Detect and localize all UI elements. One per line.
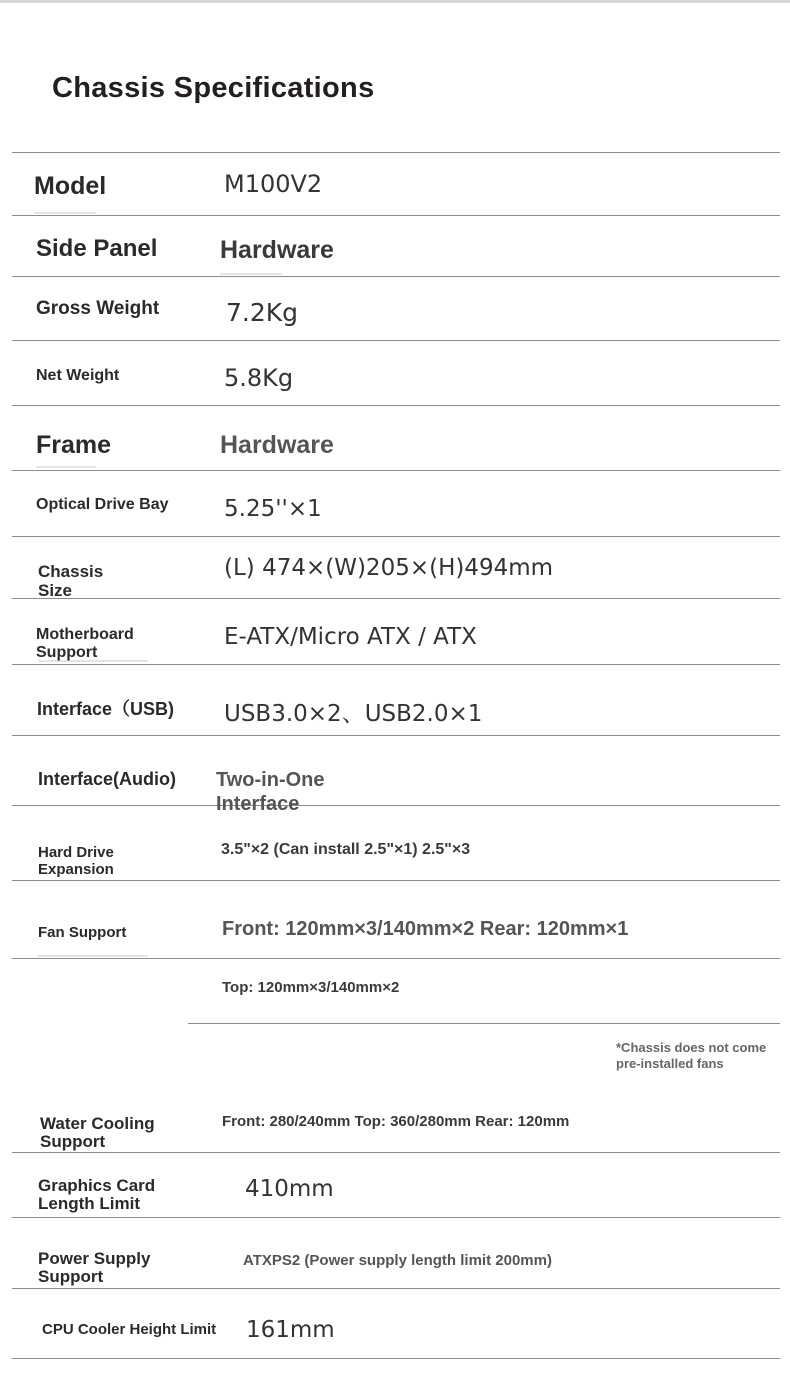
spec-label-hard-drive-expansion: Hard Drive Expansion <box>38 844 114 878</box>
spec-label-chassis-size: Chassis Size <box>38 562 104 600</box>
page-title: Chassis Specifications <box>52 72 375 104</box>
spec-label-gross-weight: Gross Weight <box>36 298 160 319</box>
spec-label-water-cooling-support: Water Cooling Support <box>40 1114 155 1151</box>
spec-value-net-weight: 5.8Kg <box>224 364 294 392</box>
divider <box>12 215 780 216</box>
spec-label-graphics-card-length-limit: Graphics Card Length Limit <box>38 1176 156 1213</box>
spec-value-fan-support-top: Top: 120mm×3/140mm×2 <box>222 979 400 996</box>
divider <box>12 470 780 471</box>
divider <box>12 735 780 736</box>
spec-label-motherboard-support: Motherboard Support <box>36 626 134 661</box>
spec-value-graphics-card-length-limit: 410mm <box>245 1176 334 1202</box>
spec-value-interface-audio: Two-in-One Interface <box>216 769 325 815</box>
spec-label-interface-usb: Interface（USB) <box>37 699 175 719</box>
divider <box>12 1358 780 1359</box>
spec-label-net-weight: Net Weight <box>36 367 120 384</box>
top-border <box>0 0 790 3</box>
divider <box>12 880 780 881</box>
divider <box>12 405 780 406</box>
spec-value-motherboard-support: E-ATX/Micro ATX / ATX <box>224 624 477 650</box>
divider <box>12 805 780 806</box>
divider <box>12 1217 780 1218</box>
divider <box>12 276 780 277</box>
spec-value-side-panel: Hardware <box>220 236 334 264</box>
divider <box>12 1288 780 1289</box>
spec-label-side-panel: Side Panel <box>36 235 158 262</box>
spec-value-model: M100V2 <box>224 170 323 198</box>
divider <box>188 1023 780 1024</box>
divider <box>12 958 780 959</box>
spec-value-gross-weight: 7.2Kg <box>226 298 299 327</box>
fan-note: *Chassis does not come pre-installed fans <box>616 1040 767 1071</box>
spec-label-power-supply-support: Power Supply Support <box>38 1249 151 1286</box>
spec-label-optical-drive-bay: Optical Drive Bay <box>36 496 169 513</box>
spec-value-optical-drive-bay: 5.25''×1 <box>224 496 322 522</box>
spec-value-hard-drive-expansion: 3.5"×2 (Can install 2.5"×1) 2.5"×3 <box>221 841 471 858</box>
spec-value-power-supply-support: ATXPS2 (Power supply length limit 200mm) <box>243 1252 552 1269</box>
label-underline <box>36 466 96 468</box>
label-underline <box>38 955 148 957</box>
divider <box>12 664 780 665</box>
divider <box>12 1152 780 1153</box>
label-underline <box>34 212 96 214</box>
spec-value-fan-support-front-rear: Front: 120mm×3/140mm×2 Rear: 120mm×1 <box>222 918 629 940</box>
spec-value-chassis-size: (L) 474×(W)205×(H)494mm <box>224 555 554 581</box>
spec-value-cpu-cooler-height-limit: 161mm <box>246 1317 335 1343</box>
spec-label-cpu-cooler-height-limit: CPU Cooler Height Limit <box>42 1321 217 1338</box>
label-underline <box>220 273 282 275</box>
spec-label-model: Model <box>34 172 107 200</box>
spec-value-interface-usb: USB3.0×2、USB2.0×1 <box>224 701 483 727</box>
spec-value-water-cooling-support: Front: 280/240mm Top: 360/280mm Rear: 120mm <box>222 1113 570 1130</box>
divider <box>12 536 780 537</box>
divider <box>12 152 780 153</box>
spec-label-fan-support: Fan Support <box>38 924 127 941</box>
spec-label-frame: Frame <box>36 431 112 459</box>
spec-label-interface-audio: Interface(Audio) <box>38 769 177 789</box>
divider <box>12 340 780 341</box>
spec-value-frame: Hardware <box>220 431 334 459</box>
